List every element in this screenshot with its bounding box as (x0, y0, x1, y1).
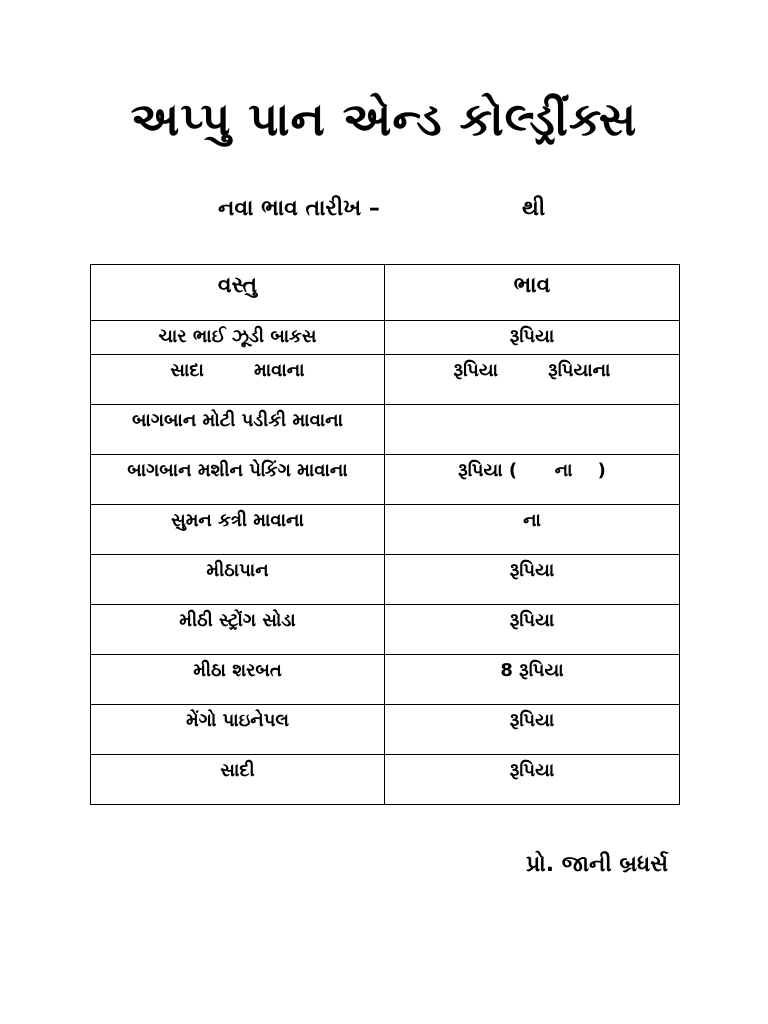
item-cell: મેંગો પાઇનેપલ (91, 705, 385, 755)
table-row (91, 455, 680, 505)
date-line (0, 196, 768, 232)
date-suffix: થી (522, 196, 546, 221)
item-cell: ચાર ભાઈ ઝૂડી બાકસ (91, 321, 385, 355)
table-row (91, 755, 680, 805)
table-header-row (91, 265, 680, 321)
item-cell: મીઠાપાન (91, 555, 385, 605)
table-row (91, 505, 680, 555)
table-row (91, 355, 680, 405)
date-label: નવા ભાવ તારીખ – (218, 196, 380, 221)
price-cell: ના (385, 505, 680, 555)
price-cell: રૂપિયા રૂપિયાના (385, 355, 680, 405)
price-table (90, 264, 680, 805)
table-row (91, 655, 680, 705)
price-cell (385, 405, 680, 455)
page-title: અપ્પુ પાન એન્ડ કોલ્ડ્રીંક્સ (130, 92, 638, 146)
item-cell: સુમન કત્રી માવાના (91, 505, 385, 555)
item-cell: બાગબાન મશીન પેકિંગ માવાના (91, 455, 385, 505)
price-cell: 8 રૂપિયા (385, 655, 680, 705)
item-cell: મીઠી સ્ટ્રોંગ સોડા (91, 605, 385, 655)
price-cell: રૂપિયા (385, 705, 680, 755)
table-row (91, 705, 680, 755)
item-cell: સાદા માવાના (91, 355, 385, 405)
table-row (91, 321, 680, 355)
price-cell: રૂપિયા (385, 605, 680, 655)
header-item: વસ્તુ (91, 265, 385, 321)
proprietor-signature: પ્રો. જાની બ્રધર્સ (526, 852, 669, 877)
table-row (91, 555, 680, 605)
table-row (91, 605, 680, 655)
item-cell: બાગબાન મોટી પડીકી માવાના (91, 405, 385, 455)
price-cell: રૂપિયા (385, 555, 680, 605)
item-cell: મીઠા શરબત (91, 655, 385, 705)
price-cell: રૂપિયા (385, 321, 680, 355)
header-price: ભાવ (385, 265, 680, 321)
table-row (91, 405, 680, 455)
item-cell: સાદી (91, 755, 385, 805)
price-cell: રૂપિયા (385, 755, 680, 805)
price-cell: રૂપિયા ( ના ) (385, 455, 680, 505)
